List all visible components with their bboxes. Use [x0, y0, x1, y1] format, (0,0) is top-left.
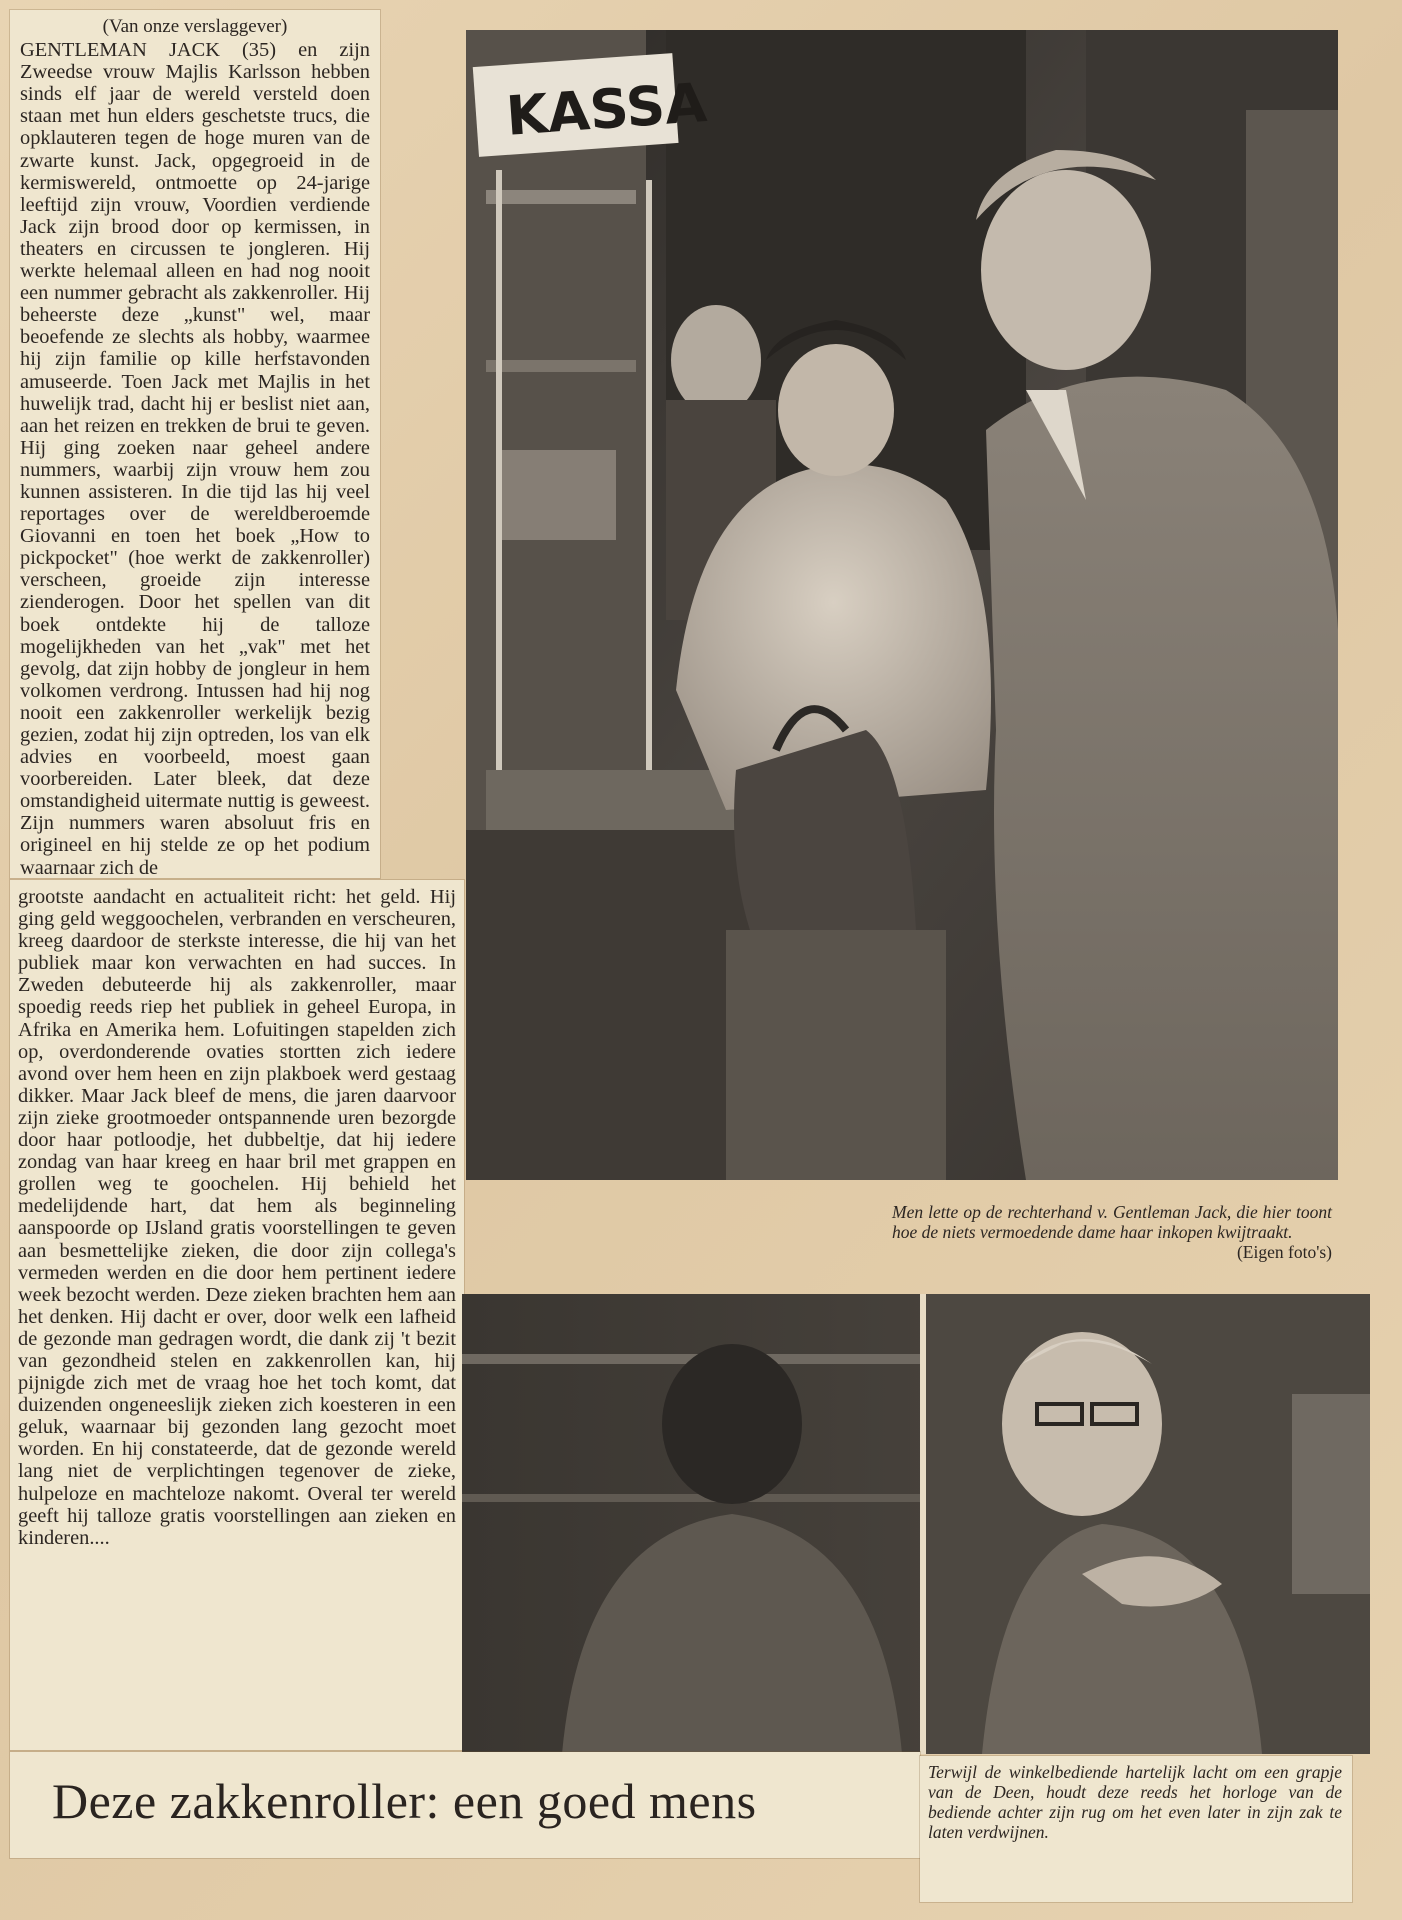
kassa-sign: KASSA [504, 70, 709, 148]
photo-credit: (Eigen foto's) [1236, 1242, 1332, 1262]
article-column-1 [10, 10, 380, 878]
main-caption-text: Men lette op de rechterhand v. Gentleman Jack, die hier toont hoe de niets vermoedende dame haar inkopen kwijtraakt. [892, 1202, 1332, 1242]
main-photo-caption [892, 1202, 1332, 1262]
bottom-photo [462, 1294, 1370, 1754]
headline-strip [10, 1752, 920, 1858]
bottom-photo-caption: Terwijl de winkelbediende hartelijk lacht om een grapje van de Deen, houdt deze reeds het horloge van de bediende achter zijn rug om het even later in zijn zak te laten verdwijnen. [928, 1762, 1342, 1842]
dateline: (Van onze verslaggever) [102, 16, 288, 37]
bottom-caption-box [920, 1756, 1352, 1902]
article-text-column-2: grootste aandacht en actualiteit richt: het geld. Hij ging geld weggoochelen, verbranden en verscheuren, kreeg daardoor de sterkste interesse, die hij van het publiek maar kon verwachten en had succes. In Zweden debuteerde hij als zakkenroller, maar spoedig reeds riep het publiek in geheel Europa, in Afrika en Amerika hem. Lofuitingen stapelden zich op, overdonderende ovaties stortten zich iedere avond over hem heen en zijn plakboek werd gestaag dikker. Maar Jack bleef de mens, die jaren daarvoor zijn zieke grootmoeder ontspannende uren bezorgde door haar potloodje, het dubbeltje, dat hij iedere zondag van haar kreeg en haar bril met grappen en grollen weg te goochelen. Hij behield het medelijdende hart, dat hem als beginneling aanspoorde op IJsland gratis voorstellingen te geven aan besmettelijke zieken, die door zijn collega's vermeden werden en die door hem pertinent iedere week bezocht werden. Deze zieken brachten hem aan het denken. Hij dacht er over, door welk een lafheid de gezonde man gedragen wordt, die dank zij 't bezit van gezondheid stelen en zakkenrollen kan, hij pijnigde zich met de vraag hoe het toch komt, dat duizenden ongeneeslijk zieken zich koesteren in een geluk, waarnaar bij gezonden lang gezocht moet worden. En hij constateerde, dat de gezonde wereld lang niet de verplichtingen tegenover de zieke, hulpeloze en machteloze nakomt. Overal ter wereld geeft hij talloze gratis voorstellingen aan zieken en kinderen.... [18, 886, 456, 1549]
shop-scene-image [466, 30, 1338, 1180]
article-column-2 [10, 880, 464, 1750]
article-text-column-1: GENTLEMAN JACK (35) en zijn Zweedse vrouw Majlis Karlsson hebben sinds elf jaar de wereld versteld doen staan met hun elders geschetste trucs, die opklauteren tegen de hoge muren van de zwarte kunst. Jack, opgegroeid in de kermiswereld, ontmoette op 24-jarige leeftijd zijn vrouw, Voordien verdiende Jack zijn brood door op kermissen, in theaters en circussen te jongleren. Hij werkte helemaal alleen en had nog nooit een nummer gebracht als zakkenroller. Hij beheerste deze „kunst" wel, maar beoefende ze slechts als hobby, waarmee hij zijn familie op kille herfstavonden amuseerde. Toen Jack met Majlis in het huwelijk trad, dacht hij er beslist niet aan, aan het reizen en trekken de brui te geven. Hij ging zoeken naar geheel andere nummers, waarbij zijn vrouw hem zou kunnen assisteren. In die tijd las hij veel reportages over de wereldberoemde Giovanni en toen het boek „How to pickpocket" (hoe werkt de zakkenroller) verscheen, groeide zijn interesse zienderogen. Door het spellen van dit boek ontdekte hij de talloze mogelijkheden van het „vak" met het gevolg, dat zijn hobby de jongleur in hem volkomen verdrong. Intussen had hij nog nooit een zakkenroller werkelijk bezig gezien, zodat hij zijn optreden, los van elk advies en voorbeeld, moest gaan voorbereiden. Later bleek, dat deze omstandigheid uitermate nuttig is geweest. Zijn nummers waren absoluut fris en origineel en hij stelde ze op het podium waarnaar zich de [20, 39, 370, 879]
article-headline: Deze zakkenroller: een goed mens [52, 1773, 757, 1829]
salesclerk-scene-image [462, 1294, 1370, 1754]
main-photo [466, 30, 1338, 1180]
